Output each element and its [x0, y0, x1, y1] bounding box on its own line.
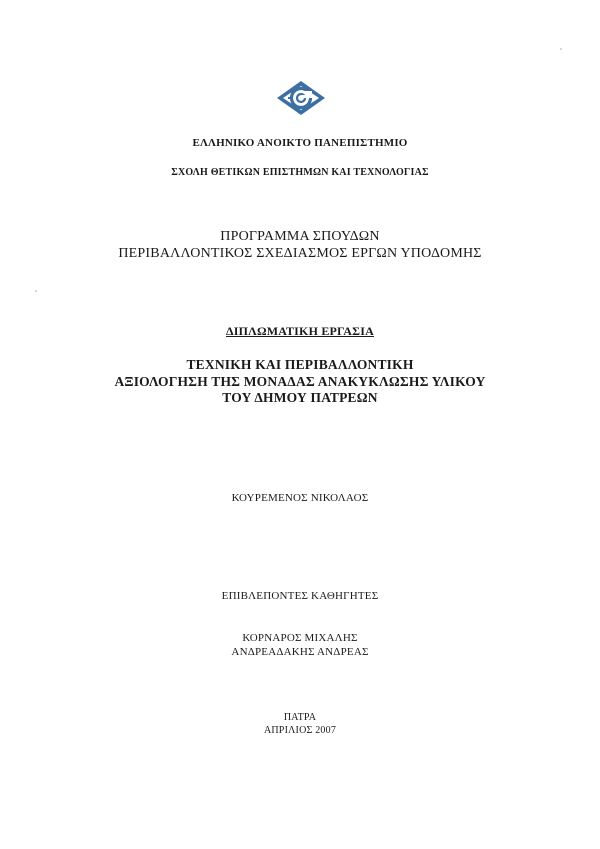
author-name: ΚΟΥΡΕΜΕΝΟΣ ΝΙΚΟΛΑΟΣ — [231, 492, 369, 504]
scan-speck — [35, 290, 37, 292]
title-line-2: ΑΞΙΟΛΟΓΗΣΗ ΤΗΣ ΜΟΝΑΔΑΣ ΑΝΑΚΥΚΛΩΣΗΣ ΥΛΙΚΟΥ — [114, 374, 486, 389]
date: ΑΠΡΙΛΙΟΣ 2007 — [263, 725, 337, 736]
title-line-3: ΤΟΥ ΔΗΜΟΥ ΠΑΤΡΕΩΝ — [222, 390, 378, 405]
university-logo-icon — [276, 80, 326, 116]
university-name: ΕΛΛΗΝΙΚΟ ΑΝΟΙΚΤΟ ΠΑΝΕΠΙΣΤΗΜΙΟ — [192, 137, 408, 149]
supervisor-2: ΑΝΔΡΕΑΔΑΚΗΣ ΑΝΔΡΕΑΣ — [231, 646, 369, 658]
title-line-1: ΤΕΧΝΙΚΗ ΚΑΙ ΠΕΡΙΒΑΛΛΟΝΤΙΚΗ — [186, 357, 414, 372]
program-name: ΠΕΡΙΒΑΛΛΟΝΤΙΚΟΣ ΣΧΕΔΙΑΣΜΟΣ ΕΡΓΩΝ ΥΠΟΔΟΜΗΣ — [118, 246, 482, 261]
scan-speck — [560, 48, 562, 50]
thesis-label: ΔΙΠΛΩΜΑΤΙΚΗ ΕΡΓΑΣΙΑ — [226, 324, 374, 338]
program-label: ΠΡΟΓΡΑΜΜΑ ΣΠΟΥΔΩΝ — [220, 229, 380, 244]
supervisors-label: ΕΠΙΒΛΕΠΟΝΤΕΣ ΚΑΘΗΓΗΤΕΣ — [221, 590, 379, 602]
place: ΠΑΤΡΑ — [283, 712, 317, 723]
school-name: ΣΧΟΛΗ ΘΕΤΙΚΩΝ ΕΠΙΣΤΗΜΩΝ ΚΑΙ ΤΕΧΝΟΛΟΓΙΑΣ — [171, 167, 429, 178]
supervisor-1: ΚΟΡΝΑΡΟΣ ΜΙΧΑΛΗΣ — [242, 632, 358, 644]
